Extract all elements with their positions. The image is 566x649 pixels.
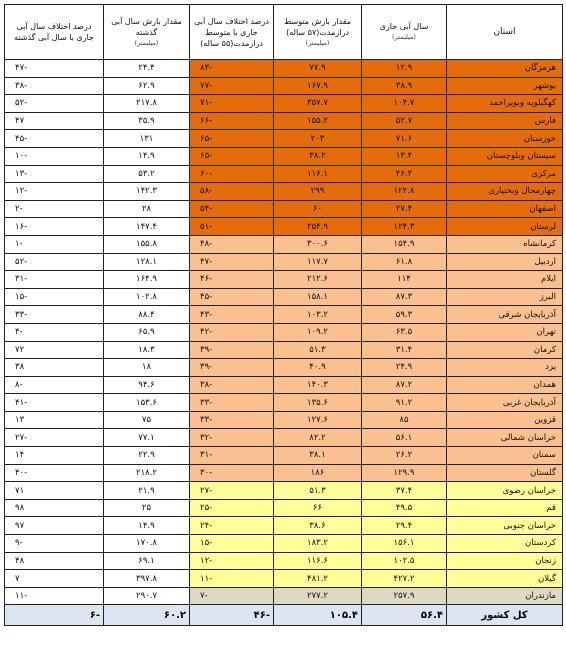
prev-year-cell: ۳۵.۹ xyxy=(104,112,190,130)
pct-vs-prev-cell: -۴۱ xyxy=(5,394,104,412)
pct-vs-avg-cell: -۳۲ xyxy=(190,429,274,447)
province-cell: همدان xyxy=(447,376,563,394)
prev-year-cell: ۷۵ xyxy=(104,411,190,429)
province-cell: هرمزگان xyxy=(447,60,563,78)
province-cell: کردستان xyxy=(447,535,563,553)
pct-vs-avg-cell: -۵۱ xyxy=(190,218,274,236)
long-term-avg-cell: ۲۹۹ xyxy=(274,183,362,201)
long-term-avg-cell: ۱۱۶.۶ xyxy=(274,552,362,570)
pct-vs-avg-cell: -۳۰ xyxy=(190,464,274,482)
long-term-avg-cell: ۳۸.۶ xyxy=(274,517,362,535)
long-term-avg-cell: ۸۲.۲ xyxy=(274,429,362,447)
province-cell: آذربایجان غربی xyxy=(447,394,563,412)
current-year-cell: ۱۵۶.۱ xyxy=(362,535,447,553)
table-row xyxy=(5,323,563,341)
table-row xyxy=(5,183,563,201)
table-row xyxy=(5,411,563,429)
province-cell: مازندران xyxy=(447,587,563,605)
province-cell: کهگیلویه وبویراحمد xyxy=(447,95,563,113)
province-cell: گلستان xyxy=(447,464,563,482)
table-row xyxy=(5,95,563,113)
long-term-avg-cell: ۱۸۳.۲ xyxy=(274,535,362,553)
pct-vs-avg-cell: -۱۱ xyxy=(190,570,274,588)
pct-vs-prev-cell: -۹ xyxy=(5,535,104,553)
current-year-cell: ۲۴.۹ xyxy=(362,359,447,377)
current-year-cell: ۴۶.۳ xyxy=(362,165,447,183)
rainfall-table-container xyxy=(4,4,562,626)
long-term-avg-cell: ۲۰۳ xyxy=(274,130,362,148)
current-year-cell: ۲۶.۲ xyxy=(362,447,447,465)
prev-year-cell: ۹۴.۶ xyxy=(104,376,190,394)
prev-year-cell: ۱۳۱ xyxy=(104,130,190,148)
long-term-avg-cell: ۱۲۷.۶ xyxy=(274,411,362,429)
prev-year-cell: ۲۱.۹ xyxy=(104,482,190,500)
pct-vs-avg-cell: -۷ xyxy=(190,587,274,605)
pct-vs-avg-cell: -۴۳ xyxy=(190,306,274,324)
table-row xyxy=(5,517,563,535)
pct-vs-avg-cell: -۶۶ xyxy=(190,112,274,130)
province-cell: مرکزی xyxy=(447,165,563,183)
pct-vs-prev-cell: -۸ xyxy=(5,376,104,394)
current-year-cell: ۲۹.۴ xyxy=(362,517,447,535)
long-term-avg-cell: ۱۳۵.۶ xyxy=(274,394,362,412)
province-cell: اصفهان xyxy=(447,200,563,218)
pct-vs-prev-cell: -۱ xyxy=(5,235,104,253)
current-year-cell: ۲۷.۴ xyxy=(362,200,447,218)
prev-year-cell: ۲۹۰.۷ xyxy=(104,587,190,605)
pct-vs-avg-cell: -۲۷ xyxy=(190,482,274,500)
table-row xyxy=(5,112,563,130)
pct-vs-prev-cell: -۱۶ xyxy=(5,218,104,236)
current-year-cell: ۸۵ xyxy=(362,411,447,429)
table-row xyxy=(5,165,563,183)
pct-vs-prev-cell: -۱۳ xyxy=(5,165,104,183)
province-cell: لرستان xyxy=(447,218,563,236)
pct-vs-avg-cell: -۴۷ xyxy=(190,253,274,271)
prev-year-cell: ۲۲.۹ xyxy=(104,447,190,465)
pct-vs-avg-cell: -۱۲ xyxy=(190,552,274,570)
pct-vs-prev-cell: ۳۸ xyxy=(5,359,104,377)
long-term-avg-cell: ۳۵۷.۷ xyxy=(274,95,362,113)
header-pct-vs-prev: درصد اختلاف سال آبی جاری با سال آبی گذشته xyxy=(5,5,104,60)
prev-year-cell: ۲۸ xyxy=(104,200,190,218)
table-row xyxy=(5,341,563,359)
header-pct-vs-avg: درصد اختلاف سال آبی جاری با متوسط درازمدت(۵۵ ساله) xyxy=(190,5,274,60)
prev-year-cell: ۷۷.۱ xyxy=(104,429,190,447)
pct-vs-avg-cell: -۱۵ xyxy=(190,535,274,553)
current-year-cell: ۲۵۷.۹ xyxy=(362,587,447,605)
header-long-term-avg-unit: (میلیمتر) xyxy=(305,38,330,47)
prev-year-cell: ۱۴.۹ xyxy=(104,517,190,535)
pct-vs-prev-cell: ۹۷ xyxy=(5,517,104,535)
pct-vs-avg-cell: -۸۳ xyxy=(190,60,274,78)
pct-vs-avg-cell: -۶۵ xyxy=(190,147,274,165)
table-row xyxy=(5,429,563,447)
current-year-cell: ۵۶.۱ xyxy=(362,429,447,447)
header-province: استان xyxy=(447,5,563,60)
table-row xyxy=(5,570,563,588)
header-prev-year-unit: (میلیمتر) xyxy=(134,38,159,47)
long-term-avg-cell: ۲۱۲.۶ xyxy=(274,271,362,289)
header-prev-year xyxy=(104,5,190,60)
prev-year-cell: ۶۵.۹ xyxy=(104,323,190,341)
pct-vs-avg-cell: -۷۷ xyxy=(190,77,274,95)
pct-vs-prev-cell: -۱۰ xyxy=(5,147,104,165)
header-prev-year-label: مقدار بارش سال آبی گذشته xyxy=(111,16,182,37)
pct-vs-avg-cell: -۳۳ xyxy=(190,411,274,429)
pct-vs-prev-cell: -۱۱ xyxy=(5,587,104,605)
pct-vs-avg-cell: -۵۸ xyxy=(190,183,274,201)
pct-vs-avg-cell: -۴۵ xyxy=(190,288,274,306)
long-term-avg-cell: ۱۱۷.۷ xyxy=(274,253,362,271)
rainfall-table xyxy=(4,4,563,626)
long-term-avg-cell: ۲۷۷.۲ xyxy=(274,587,362,605)
pct-vs-avg-cell: -۲۵ xyxy=(190,499,274,517)
pct-vs-avg-cell: -۶۵ xyxy=(190,130,274,148)
table-row xyxy=(5,394,563,412)
total-avg: ۱۰۵.۴ xyxy=(274,605,362,626)
table-row xyxy=(5,359,563,377)
pct-vs-avg-cell: -۳۸ xyxy=(190,376,274,394)
long-term-avg-cell: ۲۵۴.۹ xyxy=(274,218,362,236)
pct-vs-prev-cell: -۳۱ xyxy=(5,271,104,289)
header-long-term-avg-label: مقدار بارش متوسط درازمدت(۵۷ ساله) xyxy=(283,16,352,37)
table-row xyxy=(5,288,563,306)
pct-vs-prev-cell: ۱۴ xyxy=(5,447,104,465)
prev-year-cell: ۱۶۴.۹ xyxy=(104,271,190,289)
prev-year-cell: ۱۴۲.۳ xyxy=(104,183,190,201)
long-term-avg-cell: ۱۸۶ xyxy=(274,464,362,482)
table-row xyxy=(5,535,563,553)
header-row xyxy=(5,5,563,60)
pct-vs-avg-cell: -۳۹ xyxy=(190,359,274,377)
total-prev: ۶۰.۲ xyxy=(104,605,190,626)
prev-year-cell: ۲۴.۴ xyxy=(104,60,190,78)
current-year-cell: ۷۱.۶ xyxy=(362,130,447,148)
current-year-cell: ۶۳.۵ xyxy=(362,323,447,341)
long-term-avg-cell: ۱۱۶.۱ xyxy=(274,165,362,183)
province-cell: چهارمحال وبختیاری xyxy=(447,183,563,201)
prev-year-cell: ۱۸.۳ xyxy=(104,341,190,359)
table-row xyxy=(5,552,563,570)
prev-year-cell: ۳۹۷.۸ xyxy=(104,570,190,588)
current-year-cell: ۵۹.۳ xyxy=(362,306,447,324)
pct-vs-avg-cell: -۵۴ xyxy=(190,200,274,218)
table-row xyxy=(5,271,563,289)
table-body xyxy=(5,60,563,605)
long-term-avg-cell: ۴۰.۹ xyxy=(274,359,362,377)
pct-vs-prev-cell: -۴۷ xyxy=(5,60,104,78)
pct-vs-prev-cell: -۵۲ xyxy=(5,95,104,113)
prev-year-cell: ۶۹.۱ xyxy=(104,552,190,570)
long-term-avg-cell: ۱۶۷.۹ xyxy=(274,77,362,95)
province-cell: خراسان جنوبی xyxy=(447,517,563,535)
pct-vs-avg-cell: -۴۸ xyxy=(190,235,274,253)
header-current-year-unit: (میلیمتر) xyxy=(392,33,416,41)
province-cell: اردبیل xyxy=(447,253,563,271)
prev-year-cell: ۱۵۳.۶ xyxy=(104,394,190,412)
province-cell: سیستان وبلوچستان xyxy=(447,147,563,165)
prev-year-cell: ۵۳.۲ xyxy=(104,165,190,183)
table-row xyxy=(5,464,563,482)
prev-year-cell: ۱۲۸.۱ xyxy=(104,253,190,271)
total-label: کل کشور xyxy=(447,605,563,626)
long-term-avg-cell: ۴۸۱.۲ xyxy=(274,570,362,588)
current-year-cell: ۹۱.۲ xyxy=(362,394,447,412)
pct-vs-avg-cell: -۶۰ xyxy=(190,165,274,183)
long-term-avg-cell: ۵۱.۳ xyxy=(274,482,362,500)
pct-vs-avg-cell: -۴۲ xyxy=(190,323,274,341)
pct-vs-prev-cell: -۳۸ xyxy=(5,77,104,95)
pct-vs-avg-cell: -۳۱ xyxy=(190,447,274,465)
pct-vs-prev-cell: ۴۷ xyxy=(5,112,104,130)
province-cell: زنجان xyxy=(447,552,563,570)
pct-vs-avg-cell: -۷۱ xyxy=(190,95,274,113)
header-current-year-label: سال آبی جاری xyxy=(379,22,429,31)
province-cell: کرمان xyxy=(447,341,563,359)
current-year-cell: ۶۱.۸ xyxy=(362,253,447,271)
long-term-avg-cell: ۱۴۰.۳ xyxy=(274,376,362,394)
table-row xyxy=(5,499,563,517)
current-year-cell: ۱۲۴.۳ xyxy=(362,218,447,236)
current-year-cell: ۱۱۴ xyxy=(362,271,447,289)
pct-vs-prev-cell: -۱۵ xyxy=(5,288,104,306)
table-row xyxy=(5,60,563,78)
prev-year-cell: ۱۷۰.۸ xyxy=(104,535,190,553)
table-row xyxy=(5,130,563,148)
current-year-cell: ۱۵۴.۹ xyxy=(362,235,447,253)
long-term-avg-cell: ۶۶ xyxy=(274,499,362,517)
province-cell: فارس xyxy=(447,112,563,130)
total-pct-avg: -۴۶ xyxy=(190,605,274,626)
province-cell: سمنان xyxy=(447,447,563,465)
table-row xyxy=(5,77,563,95)
province-cell: گیلان xyxy=(447,570,563,588)
total-row xyxy=(5,605,563,626)
total-current: ۵۶.۴ xyxy=(362,605,447,626)
table-row xyxy=(5,306,563,324)
prev-year-cell: ۸۸.۴ xyxy=(104,306,190,324)
pct-vs-prev-cell: ۷ xyxy=(5,570,104,588)
prev-year-cell: ۱۴۷.۴ xyxy=(104,218,190,236)
header-current-year xyxy=(362,5,447,60)
current-year-cell: ۳۱.۴ xyxy=(362,341,447,359)
current-year-cell: ۳۸.۹ xyxy=(362,77,447,95)
province-cell: آذربایجان شرقی xyxy=(447,306,563,324)
current-year-cell: ۱۳.۴ xyxy=(362,147,447,165)
table-row xyxy=(5,235,563,253)
long-term-avg-cell: ۳۸.۱ xyxy=(274,447,362,465)
pct-vs-prev-cell: ۹۸ xyxy=(5,499,104,517)
pct-vs-prev-cell: -۲۷ xyxy=(5,429,104,447)
table-row xyxy=(5,447,563,465)
current-year-cell: ۴۲۷.۲ xyxy=(362,570,447,588)
table-row xyxy=(5,376,563,394)
long-term-avg-cell: ۷۷.۹ xyxy=(274,60,362,78)
pct-vs-prev-cell: ۱۳ xyxy=(5,411,104,429)
long-term-avg-cell: ۱۵۵.۲ xyxy=(274,112,362,130)
pct-vs-prev-cell: ۷۱ xyxy=(5,482,104,500)
province-cell: قزوین xyxy=(447,411,563,429)
prev-year-cell: ۲۱۸.۲ xyxy=(104,464,190,482)
current-year-cell: ۵۲.۷ xyxy=(362,112,447,130)
province-cell: خراسان رضوی xyxy=(447,482,563,500)
total-pct-prev: -۶ xyxy=(5,605,104,626)
current-year-cell: ۸۷.۳ xyxy=(362,288,447,306)
pct-vs-prev-cell: -۴۰ xyxy=(5,464,104,482)
long-term-avg-cell: ۱۰۳.۲ xyxy=(274,306,362,324)
current-year-cell: ۱۲.۹ xyxy=(362,60,447,78)
pct-vs-prev-cell: ۴۸ xyxy=(5,552,104,570)
pct-vs-prev-cell: -۴ xyxy=(5,323,104,341)
long-term-avg-cell: ۶۰ xyxy=(274,200,362,218)
header-long-term-avg xyxy=(274,5,362,60)
current-year-cell: ۱۰۴.۷ xyxy=(362,95,447,113)
prev-year-cell: ۲۱۷.۸ xyxy=(104,95,190,113)
current-year-cell: ۳۷.۴ xyxy=(362,482,447,500)
table-row xyxy=(5,482,563,500)
prev-year-cell: ۱۸ xyxy=(104,359,190,377)
long-term-avg-cell: ۳۸.۲ xyxy=(274,147,362,165)
province-cell: یزد xyxy=(447,359,563,377)
province-cell: تهران xyxy=(447,323,563,341)
pct-vs-avg-cell: -۲۴ xyxy=(190,517,274,535)
pct-vs-prev-cell: -۵۲ xyxy=(5,253,104,271)
province-cell: قم xyxy=(447,499,563,517)
table-row xyxy=(5,587,563,605)
pct-vs-prev-cell: ۷۲ xyxy=(5,341,104,359)
province-cell: ایلام xyxy=(447,271,563,289)
table-row xyxy=(5,218,563,236)
current-year-cell: ۱۲۴.۸ xyxy=(362,183,447,201)
province-cell: خراسان شمالی xyxy=(447,429,563,447)
prev-year-cell: ۱۰۲.۸ xyxy=(104,288,190,306)
prev-year-cell: ۲۵ xyxy=(104,499,190,517)
prev-year-cell: ۱۴.۹ xyxy=(104,147,190,165)
table-row xyxy=(5,200,563,218)
long-term-avg-cell: ۱۰۹.۲ xyxy=(274,323,362,341)
pct-vs-avg-cell: -۳۹ xyxy=(190,341,274,359)
prev-year-cell: ۱۵۵.۸ xyxy=(104,235,190,253)
long-term-avg-cell: ۱۵۸.۱ xyxy=(274,288,362,306)
pct-vs-prev-cell: -۴۵ xyxy=(5,130,104,148)
province-cell: کرمانشاه xyxy=(447,235,563,253)
province-cell: بوشهر xyxy=(447,77,563,95)
current-year-cell: ۸۷.۲ xyxy=(362,376,447,394)
pct-vs-prev-cell: -۱۲ xyxy=(5,183,104,201)
current-year-cell: ۱۰۲.۵ xyxy=(362,552,447,570)
current-year-cell: ۴۹.۵ xyxy=(362,499,447,517)
table-row xyxy=(5,147,563,165)
long-term-avg-cell: ۳۰۰.۶ xyxy=(274,235,362,253)
pct-vs-prev-cell: -۲ xyxy=(5,200,104,218)
pct-vs-avg-cell: -۴۶ xyxy=(190,271,274,289)
table-row xyxy=(5,253,563,271)
pct-vs-avg-cell: -۳۳ xyxy=(190,394,274,412)
province-cell: البرز xyxy=(447,288,563,306)
prev-year-cell: ۶۲.۹ xyxy=(104,77,190,95)
pct-vs-prev-cell: -۳۳ xyxy=(5,306,104,324)
current-year-cell: ۱۲۹.۹ xyxy=(362,464,447,482)
long-term-avg-cell: ۵۱.۳ xyxy=(274,341,362,359)
province-cell: خوزستان xyxy=(447,130,563,148)
